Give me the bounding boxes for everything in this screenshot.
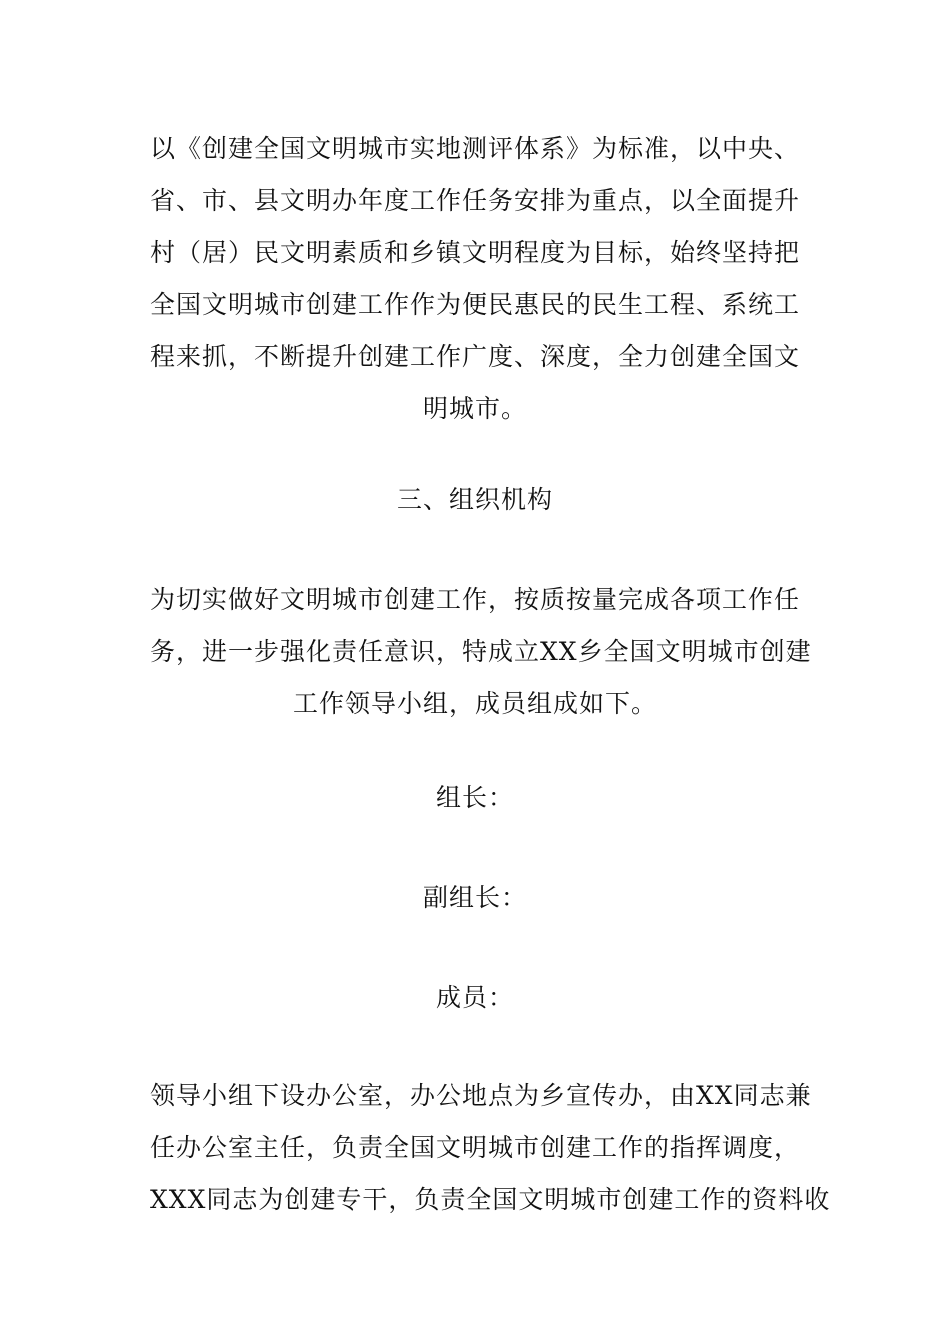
section-heading [150,474,800,526]
text-line: 领导小组下设办公室，办公地点为乡宣传办，由XX同志兼 [150,1081,812,1110]
text-line: 为切实做好文明城市创建工作，按质按量完成各项工作任 [150,585,801,614]
text-line: 明城市。 [422,394,527,423]
leader-line [150,772,800,824]
text-line: 村（居）民文明素质和乡镇文明程度为目标，始终坚持把 [150,238,801,267]
members-line [150,972,800,1024]
deputy-leader-line [150,872,800,924]
members-label: 成员： [435,983,514,1012]
text-line: XXX同志为创建专干，负责全国文明城市创建工作的资料收 [150,1185,831,1214]
deputy-leader-label: 副组长： [422,883,527,912]
heading-text: 三、组织机构 [396,485,553,514]
text-line: 全国文明城市创建工作作为便民惠民的民生工程、系统工 [150,290,801,319]
text-line: 任办公室主任，负责全国文明城市创建工作的指挥调度， [150,1133,801,1162]
text-line: 工作领导小组，成员组成如下。 [292,689,657,718]
text-line: 省、市、县文明办年度工作任务安排为重点，以全面提升 [150,186,801,215]
paragraph-organization [150,574,812,730]
leader-label: 组长： [435,783,514,812]
text-line: 以《创建全国文明城市实地测评体系》为标准，以中央、 [150,134,801,163]
paragraph-office [150,1070,831,1226]
text-line: 程来抓，不断提升创建工作广度、深度，全力创建全国文 [150,342,801,371]
text-line: 务，进一步强化责任意识，特成立XX乡全国文明城市创建 [150,637,812,666]
paragraph-goals [150,123,800,435]
